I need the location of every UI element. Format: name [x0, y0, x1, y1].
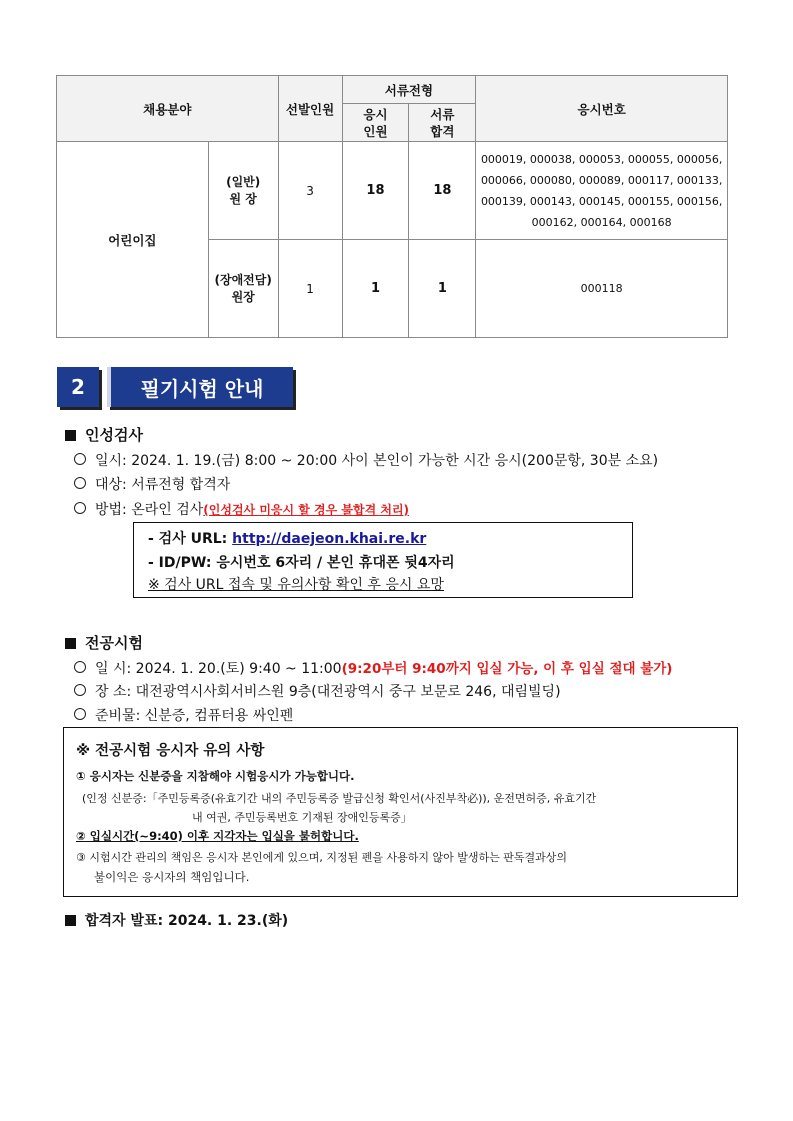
personality-target: 대상: 서류전형 합격자: [74, 474, 230, 494]
section-number: 2: [57, 367, 99, 407]
notes-title: ※ 전공시험 응시자 유의 사항: [76, 743, 265, 759]
type-cell: (일반) 원 장: [208, 142, 278, 240]
circle-bullet-icon: [74, 708, 86, 720]
type-cell: (장애전담) 원장: [208, 240, 278, 338]
personality-date: 일시: 2024. 1. 19.(금) 8:00 ~ 20:00 사이 본인이 가능한 시간 응시(200문항, 30분 소요): [74, 450, 658, 470]
circle-bullet-icon: [74, 477, 86, 489]
major-date: 일 시: 2024. 1. 20.(토) 9:40 ~ 11:00(9:20부터 9:40까지 입실 가능, 이 후 입실 절대 불가): [74, 657, 672, 678]
section-title: 필기시험 안내: [107, 367, 293, 407]
circle-bullet-icon: [74, 661, 86, 673]
circle-bullet-icon: [74, 453, 86, 465]
circle-bullet-icon: [74, 502, 86, 514]
numbers-cell: 000019, 000038, 000053, 000055, 000056, 000066, 000080, 000089, 000117, 000133, 000139, 000143, 000145, 000155, 000156, 000162, 000164, 000168: [476, 142, 728, 240]
url-notice: ※ 검사 URL 접속 및 유의사항 확인 후 응시 요망: [148, 577, 444, 593]
numbers-cell: 000118: [476, 240, 728, 338]
pass-cell: 1: [409, 240, 476, 338]
notes-box: [63, 727, 738, 897]
col-pass: 서류 합격: [409, 104, 476, 142]
major-place: 장 소: 대전광역시사회서비스원 9층(대전광역시 중구 보문로 246, 대림빌딩): [74, 681, 561, 701]
col-selection: 선발인원: [278, 76, 342, 142]
note-1-detail-cont: 내 여권, 주민등록번호 기재된 장애인등록증」: [192, 811, 412, 824]
note-3-cont: 불이익은 응시자의 책임입니다.: [94, 870, 250, 884]
selection-cell: 1: [278, 240, 342, 338]
square-bullet-icon: [65, 915, 76, 926]
note-1-detail: (인정 신분증:「주민등록증(유효기간 내의 주민등록증 발급신청 확인서(사진부착必)), 운전면허증, 유효기간: [82, 792, 597, 805]
group-cell: 어린이집: [57, 142, 209, 338]
result-announcement: 합격자 발표: 2024. 1. 23.(화): [65, 910, 288, 930]
col-applicants: 응시 인원: [342, 104, 409, 142]
major-items: 준비물: 신분증, 컴퓨터용 싸인펜: [74, 705, 293, 725]
method-warning: (인성검사 미응시 할 경우 불합격 처리): [203, 503, 410, 517]
date-warning: (9:20부터 9:40까지 입실 가능, 이 후 입실 절대 불가): [341, 661, 673, 677]
col-doc: 서류전형: [342, 76, 476, 104]
pass-cell: 18: [409, 142, 476, 240]
square-bullet-icon: [65, 430, 76, 441]
col-numbers: 응시번호: [476, 76, 728, 142]
square-bullet-icon: [65, 638, 76, 649]
applicants-cell: 18: [342, 142, 409, 240]
table-row: [57, 142, 728, 240]
personality-heading: 인성검사: [65, 424, 143, 445]
note-1: ① 응시자는 신분증을 지참해야 시험응시가 가능합니다.: [76, 769, 355, 783]
url-line: - 검사 URL: http://daejeon.khai.re.kr: [148, 531, 427, 547]
note-2: ② 입실시간(~9:40) 이후 지각자는 입실을 불허합니다.: [76, 829, 359, 843]
major-heading: 전공시험: [65, 632, 143, 653]
test-url-link[interactable]: http://daejeon.khai.re.kr: [232, 531, 427, 547]
selection-cell: 3: [278, 142, 342, 240]
circle-bullet-icon: [74, 684, 86, 696]
col-field: 채용분야: [57, 76, 279, 142]
note-3: ③ 시험시간 관리의 책임은 응시자 본인에게 있으며, 지정된 펜을 사용하지 않아 발생하는 판독결과상의: [76, 851, 567, 864]
results-table: [56, 75, 728, 338]
applicants-cell: 1: [342, 240, 409, 338]
personality-method: 방법: 온라인 검사(인성검사 미응시 할 경우 불합격 처리): [74, 499, 409, 519]
test-info-box: [133, 522, 633, 598]
idpw-line: - ID/PW: 응시번호 6자리 / 본인 휴대폰 뒷4자리: [148, 555, 455, 571]
